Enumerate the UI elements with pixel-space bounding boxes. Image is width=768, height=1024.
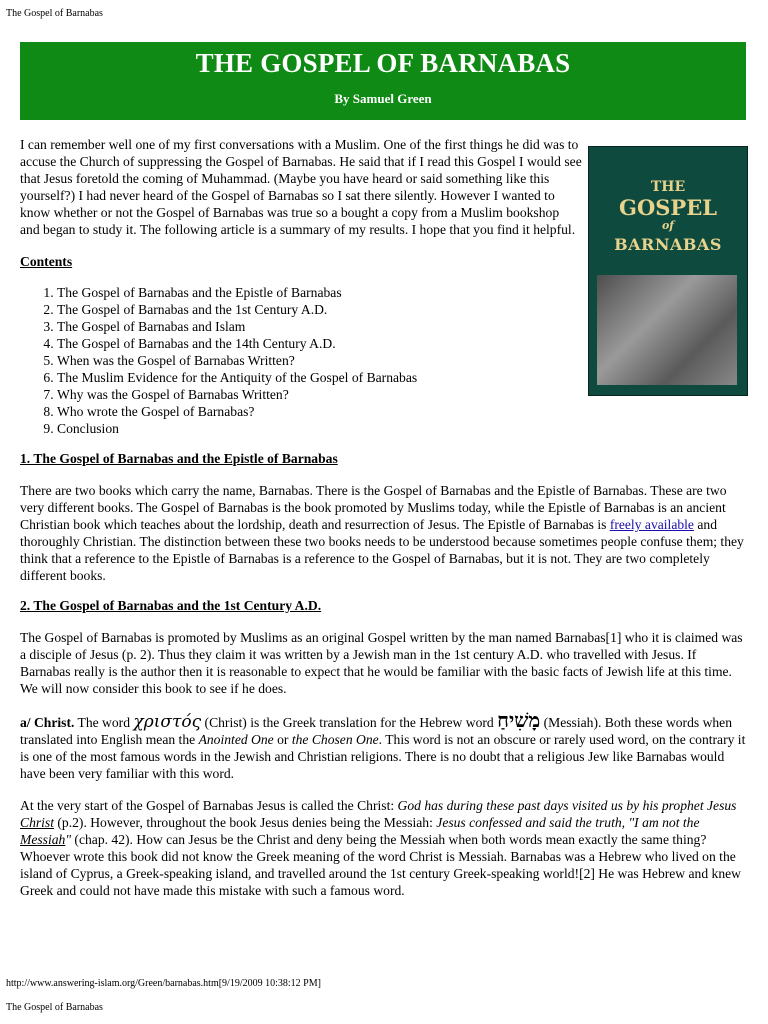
toc-item: 2. The Gospel of Barnabas and the 1st Century A.D. — [57, 301, 748, 318]
greek-word: χριστός — [133, 712, 202, 732]
cover-title-line: of — [661, 219, 675, 232]
toc-item: 3. The Gospel of Barnabas and Islam — [57, 318, 748, 335]
article-body — [20, 136, 748, 899]
footer-url: http://www.answering-islam.org/Green/barnabas.htm[9/19/2009 10:38:12 PM] — [6, 978, 321, 989]
section2-paragraph: The Gospel of Barnabas is promoted by Muslims as an original Gospel written by the man named Barnabas[1] who it is claimed was a disciple of Jesus (p. 2). Thus they claim it was written by a Jewish man in the 1st century A.D. who travelled with Jesus. If Barnabas really is the author then it is reasonable to expect that he would be familiar with the basic facts of Jewish life at this time. We will now consider this book to see if he does. — [20, 630, 743, 696]
toc-item: 9. Conclusion — [57, 420, 748, 437]
title-banner — [20, 42, 746, 120]
hebrew-word: מָשִׁיחַ — [497, 708, 541, 732]
page-header-label: The Gospel of Barnabas — [6, 8, 103, 19]
author-byline: By Samuel Green — [334, 91, 432, 106]
toc-item: 5. When was the Gospel of Barnabas Written? — [57, 352, 748, 369]
toc-item: 8. Who wrote the Gospel of Barnabas? — [57, 403, 748, 420]
toc-item: 7. Why was the Gospel of Barnabas Written? — [57, 386, 748, 403]
contents-heading: Contents — [20, 254, 73, 269]
toc-item: 6. The Muslim Evidence for the Antiquity of the Gospel of Barnabas — [57, 369, 748, 386]
cover-title-line: THE — [650, 179, 686, 195]
cover-title-line: GOSPEL — [619, 195, 717, 220]
freely-available-link[interactable]: freely available — [609, 517, 694, 532]
toc-item: 1. The Gospel of Barnabas and the Epistle of Barnabas — [57, 284, 748, 301]
page-title: THE GOSPEL OF BARNABAS — [195, 48, 571, 78]
section-heading: 1. The Gospel of Barnabas and the Epistle of Barnabas — [20, 451, 338, 466]
cover-title-line: BARNABAS — [614, 235, 722, 254]
messiah-paragraph: At the very start of the Gospel of Barnabas Jesus is called the Christ: God has during these past days visited us by his prophet Jesus Christ (p.2). However, throughout the book Jesus denies being the Messiah: Jesus confessed and said the truth, "I am not the Messiah" (chap. 42). How can Jesus be the Christ and deny being the Messiah when both words mean exactly the same thing? Whoever wrote this book did not know the Greek meaning of the word Christ is Messiah. Barnabas was a Hebrew who lived on the island of Cyprus, a Greek-speaking island, and travelled around the 1st century Greek-speaking world![2] He was Hebrew and knew Greek and could not have made this mistake with such a famous word. — [20, 798, 741, 898]
page-header-label: The Gospel of Barnabas — [6, 1002, 103, 1013]
toc-item: 4. The Gospel of Barnabas and the 14th Century A.D. — [57, 335, 748, 352]
section-heading: 2. The Gospel of Barnabas and the 1st Century A.D. — [20, 598, 322, 613]
intro-paragraph: I can remember well one of my first conversations with a Muslim. One of the first things he did was to accuse the Church of suppressing the Gospel of Barnabas. He said that if I read this Gospel I would see that Jesus foretold the coming of Muhammad. (Maybe you have heard or said something like this yourself?) I had never heard of the Gospel of Barnabas so I sat there silently. However I wanted to know whether or not the Gospel of Barnabas was true so a bought a copy from a Muslim bookshop and began to study it. The following article is a summary of my results. I hope that you find it helpful. — [20, 137, 582, 237]
section1-paragraph: There are two books which carry the name, Barnabas. There is the Gospel of Barnabas and the Epistle of Barnabas. These are two very different books. The Gospel of Barnabas is the book promoted by Muslims today, while the Epistle of Barnabas is an ancient Christian book which teaches about the lordship, death and resurrection of Jesus. The Epistle of Barnabas is freely available and thoroughly Christian. The distinction between these two books needs to be understood because sometimes people confuse them; they think that a reference to the Epistle of Barnabas is a reference to the Gospel of Barnabas, but it is not. They are two completely different books. — [20, 483, 744, 583]
christ-paragraph: a/ Christ. The word χριστός (Christ) is the Greek translation for the Hebrew word מָשִׁיחַ (Messiah). Both these words when translated into English mean the Anointed One or the Chosen One. This word is not an obscure or rarely used word, on the contrary it is one of the most famous words in the Jewish and Christian religions. There is no doubt that a religious Jew like Barnabas would have been very familiar with this word. — [20, 708, 746, 781]
table-of-contents — [20, 284, 748, 437]
